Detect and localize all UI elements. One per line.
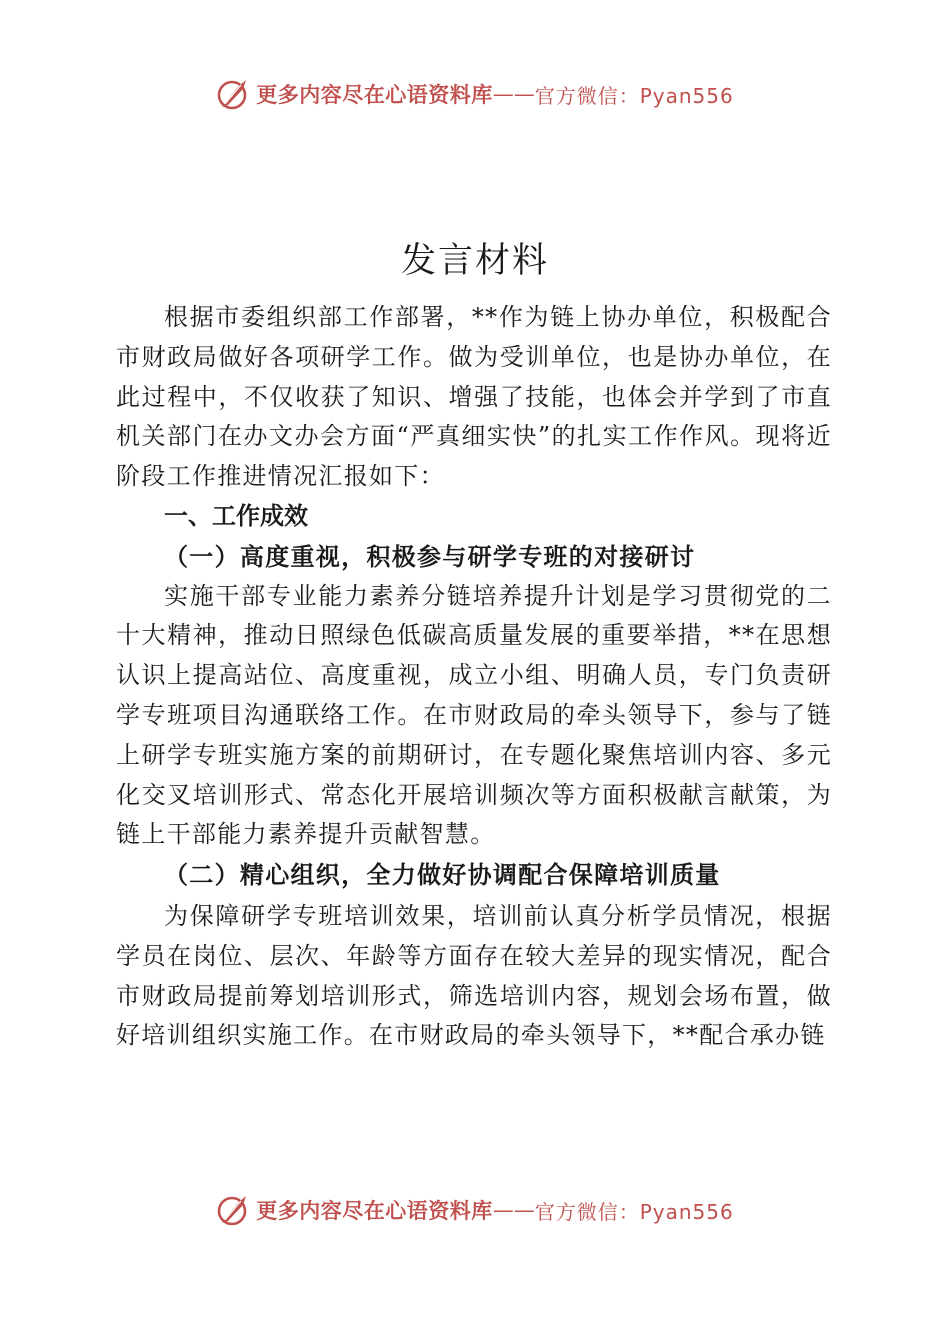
quill-pen-logo-icon <box>216 77 250 111</box>
banner-brand: 更多内容尽在心语资料库 <box>256 82 493 107</box>
banner-dash: —— <box>492 82 535 106</box>
subsection-heading-1: （一）高度重视，积极参与研学专班的对接研讨 <box>164 541 696 571</box>
page-title: 发言材料 <box>400 241 549 282</box>
banner-dash: —— <box>492 1198 535 1222</box>
subsection-paragraph-2: 为保障研学专班培训效果，培训前认真分析学员情况，根据学员在岗位、层次、年龄等方面存在较大差异的现实情况，配合市财政局提前筹划培训形式，筛选培训内容，规划会场布置，做好培训组织实施工作。在市财政局的牵头领导下，**配合承办链 <box>116 901 832 1050</box>
footer-banner <box>0 1190 950 1230</box>
section-heading: 一、工作成效 <box>164 501 308 530</box>
subsection-heading-2: （二）精心组织，全力做好协调配合保障培训质量 <box>164 860 721 890</box>
banner-contact: 官方微信：Pyan556 <box>534 1199 734 1224</box>
banner-brand: 更多内容尽在心语资料库 <box>256 1198 493 1223</box>
header-banner <box>0 74 950 114</box>
intro-paragraph: 根据市委组织部工作部署，**作为链上协办单位，积极配合市财政局做好各项研学工作。做为受训单位，也是协办单位，在此过程中，不仅收获了知识、增强了技能，也体会并学到了市直机关部门在办文办会方面“严真细实快”的扎实工作作风。现将近阶段工作推进情况汇报如下： <box>116 303 832 491</box>
subsection-paragraph-1: 实施干部专业能力素养分链培养提升计划是学习贯彻党的二十大精神，推动日照绿色低碳高质量发展的重要举措，**在思想认识上提高站位、高度重视，成立小组、明确人员，专门负责研学专班项目沟通联络工作。在市财政局的牵头领导下，参与了链上研学专班实施方案的前期研讨，在专题化聚焦培训内容、多元化交叉培训形式、常态化开展培训频次等方面积极献言献策，为链上干部能力素养提升贡献智慧。 <box>116 581 832 849</box>
quill-pen-logo-icon <box>216 1193 250 1227</box>
banner-contact: 官方微信：Pyan556 <box>534 83 734 108</box>
document-body <box>116 298 832 1056</box>
